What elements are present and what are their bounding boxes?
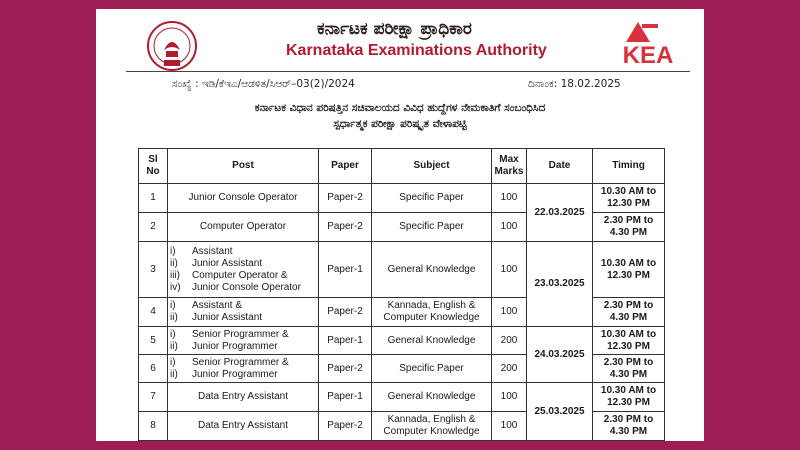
cell-sl: 7: [139, 383, 168, 412]
cell-subject: Kannada, English & Computer Knowledge: [372, 298, 492, 327]
kea-logo-text: KEA: [622, 42, 674, 66]
post-list-item: i) Senior Programmer &: [170, 328, 289, 340]
reference-number: ಸಂಖ್ಯೆ : ಇಡಿ/ಕೆಇಎ/ಆಡಳಿತ/ಸಿಆರ್–03(2)/2024: [172, 78, 355, 90]
cell-marks: 100: [492, 184, 527, 213]
table-row: [139, 242, 665, 298]
cell-subject: General Knowledge: [372, 242, 492, 298]
cell-date: 24.03.2025: [527, 327, 593, 383]
cell-sl: 4: [139, 298, 168, 327]
cell-timing: 10.30 AM to 12.30 PM: [593, 327, 665, 355]
table-row: [139, 383, 665, 412]
cell-paper: Paper-2: [319, 298, 372, 327]
cell-subject: Specific Paper: [372, 355, 492, 383]
cell-timing: 10.30 AM to 12.30 PM: [593, 383, 665, 412]
cell-timing: 10.30 AM to 12.30 PM: [593, 242, 665, 298]
cell-marks: 100: [492, 242, 527, 298]
cell-paper: Paper-1: [319, 242, 372, 298]
cell-subject: General Knowledge: [372, 327, 492, 355]
cell-sl: 8: [139, 412, 168, 441]
kea-emblem-icon: [146, 20, 198, 72]
cell-post: [168, 242, 319, 298]
notice-document: [96, 9, 704, 441]
post-list-item: ii) Junior Programmer: [170, 340, 278, 352]
cell-marks: 100: [492, 298, 527, 327]
cell-timing: 2.30 PM to 4.30 PM: [593, 355, 665, 383]
cell-date: 25.03.2025: [527, 383, 593, 441]
kea-logo: [608, 20, 688, 66]
header-subject: Subject: [372, 149, 492, 184]
cell-marks: 200: [492, 327, 527, 355]
post-list-item: iii) Computer Operator &: [170, 269, 288, 281]
table-row: [139, 327, 665, 355]
cell-subject: Specific Paper: [372, 184, 492, 213]
cell-post: Computer Operator: [168, 213, 319, 242]
cell-marks: 100: [492, 412, 527, 441]
post-list-item: i) Assistant &: [170, 300, 243, 311]
header-sl-no: Sl No: [139, 149, 168, 184]
notice-date: ದಿನಾಂಕ: 18.02.2025: [528, 78, 621, 90]
post-list-item: ii) Junior Programmer: [170, 368, 278, 380]
exam-schedule-table: [138, 148, 665, 441]
cell-post: Data Entry Assistant: [168, 383, 319, 412]
cell-paper: Paper-2: [319, 213, 372, 242]
cell-subject: Kannada, English & Computer Knowledge: [372, 412, 492, 441]
cell-date: 22.03.2025: [527, 184, 593, 242]
notice-heading-line-2: ಸ್ಪರ್ಧಾತ್ಮಕ ಪರೀಕ್ಷಾ ಪರಿಷ್ಕೃತ ವೇಳಾಪಟ್ಟಿ: [333, 118, 467, 130]
cell-post: Junior Console Operator: [168, 184, 319, 213]
cell-sl: 1: [139, 184, 168, 213]
cell-subject: General Knowledge: [372, 383, 492, 412]
cell-date: 23.03.2025: [527, 242, 593, 327]
cell-paper: Paper-2: [319, 184, 372, 213]
header-date: Date: [527, 149, 593, 184]
cell-timing: 2.30 PM to 4.30 PM: [593, 412, 665, 441]
header-timing: Timing: [593, 149, 665, 184]
cell-sl: 3: [139, 242, 168, 298]
cell-marks: 100: [492, 383, 527, 412]
table-header-row: [139, 149, 665, 184]
table-row: [139, 184, 665, 213]
cell-sl: 6: [139, 355, 168, 383]
cell-paper: Paper-1: [319, 383, 372, 412]
header-max-marks: Max Marks: [492, 149, 527, 184]
cell-post: [168, 327, 319, 355]
org-name-english: Karnataka Examinations Authority: [286, 42, 547, 59]
cell-marks: 200: [492, 355, 527, 383]
cell-paper: Paper-2: [319, 355, 372, 383]
cell-timing: 2.30 PM to 4.30 PM: [593, 298, 665, 327]
cell-timing: 2.30 PM to 4.30 PM: [593, 213, 665, 242]
post-list-item: ii) Junior Assistant: [170, 257, 263, 269]
notice-heading-line-1: ಕರ್ನಾಟಕ ವಿಧಾನ ಪರಿಷತ್ತಿನ ಸಚಿವಾಲಯದ ವಿವಿಧ ಹುದ್ದೆಗಳ ನೇಮಕಾತಿಗೆ ಸಂಬಂಧಿಸಿದ: [254, 102, 546, 114]
cell-post: Data Entry Assistant: [168, 412, 319, 441]
header-post: Post: [168, 149, 319, 184]
cell-paper: Paper-1: [319, 327, 372, 355]
post-list-item: i) Assistant: [170, 245, 233, 257]
header-paper: Paper: [319, 149, 372, 184]
cell-sl: 2: [139, 213, 168, 242]
cell-paper: Paper-2: [319, 412, 372, 441]
cell-post: [168, 298, 319, 327]
cell-sl: 5: [139, 327, 168, 355]
org-name-kannada: ಕರ್ನಾಟಕ ಪರೀಕ್ಷಾ ಪ್ರಾಧಿಕಾರ: [317, 19, 472, 39]
post-list-item: iv) Junior Console Operator: [170, 281, 301, 293]
post-list-item: ii) Junior Assistant: [170, 312, 263, 323]
header-divider: [126, 71, 690, 72]
cell-post: [168, 355, 319, 383]
cell-marks: 100: [492, 213, 527, 242]
cell-subject: Specific Paper: [372, 213, 492, 242]
post-list-item: i) Senior Programmer &: [170, 356, 289, 368]
cell-timing: 10.30 AM to 12.30 PM: [593, 184, 665, 213]
